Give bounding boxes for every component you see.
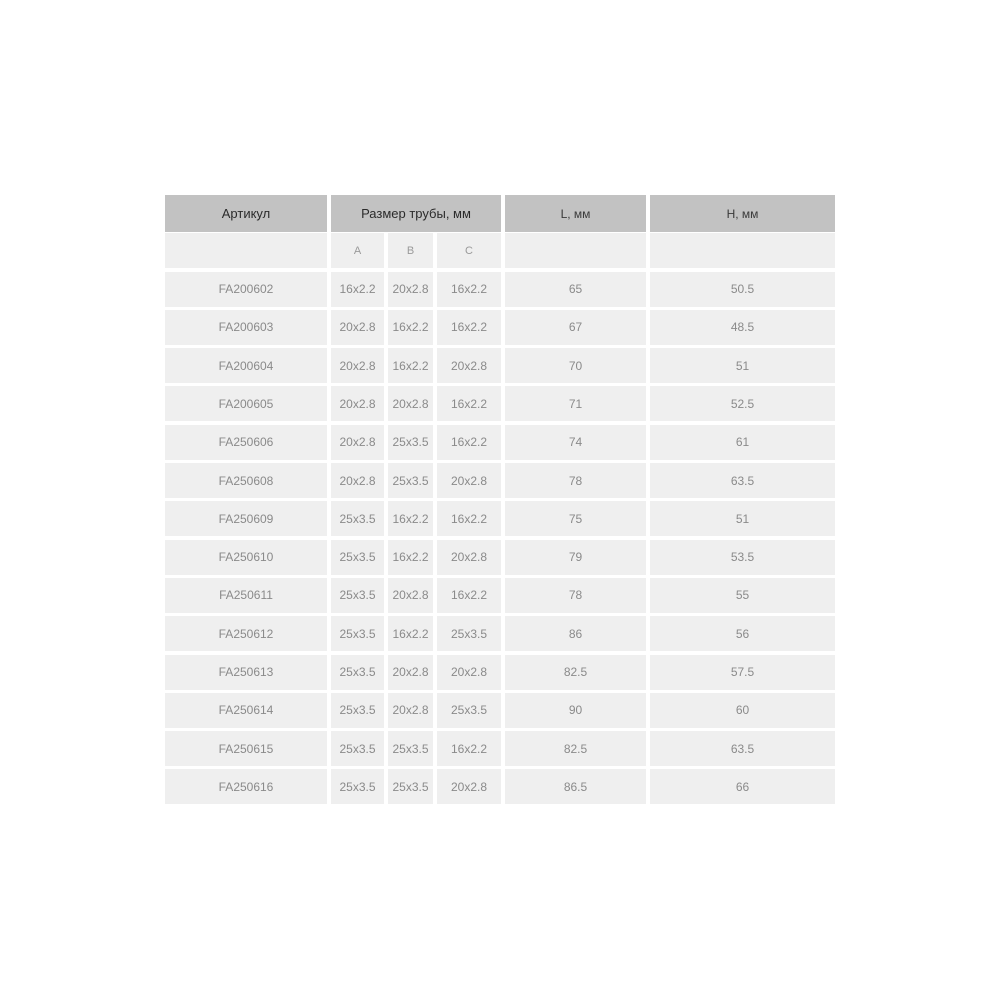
cell-height: 55 <box>650 578 835 613</box>
cell-size-c: 25x3.5 <box>437 693 501 728</box>
spec-table <box>165 195 835 808</box>
cell-article: FA250612 <box>165 616 327 651</box>
cell-size-a: 25x3.5 <box>331 769 384 804</box>
cell-article: FA250606 <box>165 425 327 460</box>
cell-size-a: 25x3.5 <box>331 501 384 536</box>
cell-size-a: 25x3.5 <box>331 578 384 613</box>
cell-size-a: 16x2.2 <box>331 272 384 307</box>
subheader-row <box>165 233 835 271</box>
cell-size-a: 25x3.5 <box>331 731 384 766</box>
cell-height: 52.5 <box>650 386 835 421</box>
subheader-article-empty <box>165 233 327 268</box>
cell-height: 66 <box>650 769 835 804</box>
cell-article: FA250608 <box>165 463 327 498</box>
cell-size-c: 20x2.8 <box>437 348 501 383</box>
table-row <box>165 463 835 501</box>
cell-size-c: 16x2.2 <box>437 731 501 766</box>
cell-size-c: 16x2.2 <box>437 425 501 460</box>
cell-size-b: 25x3.5 <box>388 731 433 766</box>
cell-size-c: 20x2.8 <box>437 769 501 804</box>
cell-size-b: 20x2.8 <box>388 578 433 613</box>
cell-article: FA250614 <box>165 693 327 728</box>
cell-length: 71 <box>505 386 646 421</box>
table-row <box>165 386 835 424</box>
cell-size-c: 16x2.2 <box>437 310 501 345</box>
header-article: Артикул <box>165 195 327 232</box>
table-row <box>165 769 835 807</box>
cell-length: 78 <box>505 463 646 498</box>
header-height: H, мм <box>650 195 835 232</box>
cell-size-c: 16x2.2 <box>437 386 501 421</box>
cell-length: 86.5 <box>505 769 646 804</box>
table-row <box>165 348 835 386</box>
cell-size-a: 20x2.8 <box>331 310 384 345</box>
cell-article: FA200603 <box>165 310 327 345</box>
cell-height: 51 <box>650 348 835 383</box>
subheader-a: A <box>331 233 384 268</box>
cell-article: FA250616 <box>165 769 327 804</box>
cell-size-c: 16x2.2 <box>437 578 501 613</box>
cell-size-a: 25x3.5 <box>331 616 384 651</box>
cell-length: 70 <box>505 348 646 383</box>
table-row <box>165 731 835 769</box>
cell-length: 86 <box>505 616 646 651</box>
cell-size-a: 25x3.5 <box>331 693 384 728</box>
header-pipe-size: Размер трубы, мм <box>331 195 501 232</box>
cell-article: FA250611 <box>165 578 327 613</box>
cell-height: 61 <box>650 425 835 460</box>
subheader-c: C <box>437 233 501 268</box>
cell-size-a: 20x2.8 <box>331 463 384 498</box>
cell-size-a: 25x3.5 <box>331 655 384 690</box>
cell-length: 74 <box>505 425 646 460</box>
table-row <box>165 540 835 578</box>
subheader-height-empty <box>650 233 835 268</box>
cell-height: 57.5 <box>650 655 835 690</box>
table-row <box>165 616 835 654</box>
cell-article: FA250609 <box>165 501 327 536</box>
table-row <box>165 578 835 616</box>
cell-size-b: 25x3.5 <box>388 425 433 460</box>
cell-length: 65 <box>505 272 646 307</box>
cell-length: 78 <box>505 578 646 613</box>
cell-size-b: 16x2.2 <box>388 616 433 651</box>
cell-size-a: 25x3.5 <box>331 540 384 575</box>
cell-size-b: 25x3.5 <box>388 769 433 804</box>
cell-size-c: 20x2.8 <box>437 463 501 498</box>
cell-length: 67 <box>505 310 646 345</box>
cell-size-b: 25x3.5 <box>388 463 433 498</box>
cell-article: FA250610 <box>165 540 327 575</box>
cell-length: 90 <box>505 693 646 728</box>
cell-size-b: 20x2.8 <box>388 386 433 421</box>
cell-size-c: 25x3.5 <box>437 616 501 651</box>
cell-height: 53.5 <box>650 540 835 575</box>
cell-size-c: 16x2.2 <box>437 272 501 307</box>
cell-size-b: 16x2.2 <box>388 540 433 575</box>
cell-size-c: 20x2.8 <box>437 655 501 690</box>
cell-size-c: 20x2.8 <box>437 540 501 575</box>
table-body <box>165 272 835 808</box>
cell-length: 79 <box>505 540 646 575</box>
cell-article: FA200604 <box>165 348 327 383</box>
cell-height: 60 <box>650 693 835 728</box>
header-length: L, мм <box>505 195 646 232</box>
subheader-length-empty <box>505 233 646 268</box>
cell-height: 63.5 <box>650 731 835 766</box>
cell-height: 63.5 <box>650 463 835 498</box>
cell-length: 82.5 <box>505 731 646 766</box>
cell-article: FA250613 <box>165 655 327 690</box>
cell-size-b: 20x2.8 <box>388 693 433 728</box>
cell-size-a: 20x2.8 <box>331 348 384 383</box>
table-row <box>165 310 835 348</box>
cell-size-b: 16x2.2 <box>388 348 433 383</box>
cell-length: 75 <box>505 501 646 536</box>
cell-height: 56 <box>650 616 835 651</box>
subheader-b: B <box>388 233 433 268</box>
cell-size-b: 16x2.2 <box>388 501 433 536</box>
cell-article: FA250615 <box>165 731 327 766</box>
cell-height: 51 <box>650 501 835 536</box>
table-row <box>165 272 835 310</box>
table-row <box>165 693 835 731</box>
cell-size-b: 16x2.2 <box>388 310 433 345</box>
cell-height: 48.5 <box>650 310 835 345</box>
cell-height: 50.5 <box>650 272 835 307</box>
cell-size-c: 16x2.2 <box>437 501 501 536</box>
cell-length: 82.5 <box>505 655 646 690</box>
cell-size-a: 20x2.8 <box>331 386 384 421</box>
cell-size-b: 20x2.8 <box>388 272 433 307</box>
table-row <box>165 501 835 539</box>
cell-size-a: 20x2.8 <box>331 425 384 460</box>
cell-article: FA200602 <box>165 272 327 307</box>
header-row <box>165 195 835 233</box>
cell-article: FA200605 <box>165 386 327 421</box>
cell-size-b: 20x2.8 <box>388 655 433 690</box>
table-row <box>165 655 835 693</box>
table-row <box>165 425 835 463</box>
